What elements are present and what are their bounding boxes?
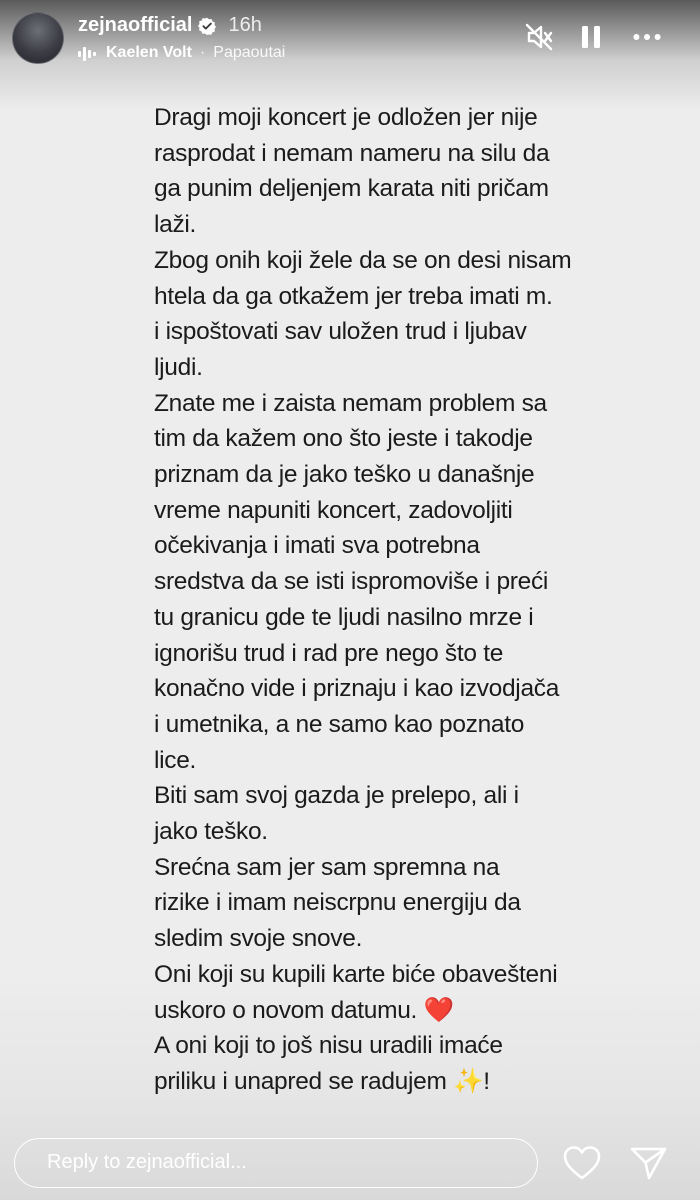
post-time: 16h — [228, 14, 262, 36]
story-text: Dragi moji koncert je odložen jer nije rasprodat i nemam nameru na silu da ga punim deljenjem karata niti pričam laži. Zbog onih koji žele da se on desi nisam htela da ga otkažem jer treba imati m. i ispoštovati sav uložen trud i ljubav ljudi. Znate me i zaista nemam problem sa tim da kažem ono što jeste i takodje priznam da je jako teško u današnje vreme napuniti koncert, zadovoljiti očekivanja i imati sva potrebna sredstva da se isti ispromoviše i preći tu granicu gde te ljudi nasilno mrze i ignorišu trud i rad pre nego što te konačno vide i priznaju i kao izvodjača i umetnika, a ne samo kao poznato lice. Biti sam svoj gazda je prelepo, ali i jako teško. Srećna sam jer sam spremna na rizike i imam neiscrpnu energiju da sledim svoje snove. Oni koji su kupili karte biće obavešteni uskoro o novom datumu. ❤️ A oni koji to još nisu uradili imaće priliku i unapred se radujem ✨! — [154, 104, 572, 1095]
music-separator: · — [199, 44, 206, 61]
story-footer — [0, 1130, 700, 1200]
more-icon[interactable] — [632, 22, 662, 52]
music-artist: Kaelen Volt — [106, 44, 192, 61]
reply-input[interactable]: Reply to zejnaofficial... — [14, 1138, 538, 1188]
mute-icon[interactable] — [524, 22, 554, 52]
username-row — [78, 14, 262, 37]
avatar[interactable] — [12, 12, 64, 64]
music-track: Papaoutai — [213, 44, 286, 61]
heart-icon[interactable] — [562, 1144, 602, 1182]
story-header — [0, 0, 700, 80]
music-bars-icon — [78, 45, 98, 61]
verified-badge-icon — [198, 17, 216, 35]
send-icon[interactable] — [628, 1144, 668, 1182]
music-row[interactable] — [78, 44, 285, 62]
username[interactable]: zejnaofficial — [78, 14, 193, 36]
pause-icon[interactable] — [576, 22, 606, 52]
